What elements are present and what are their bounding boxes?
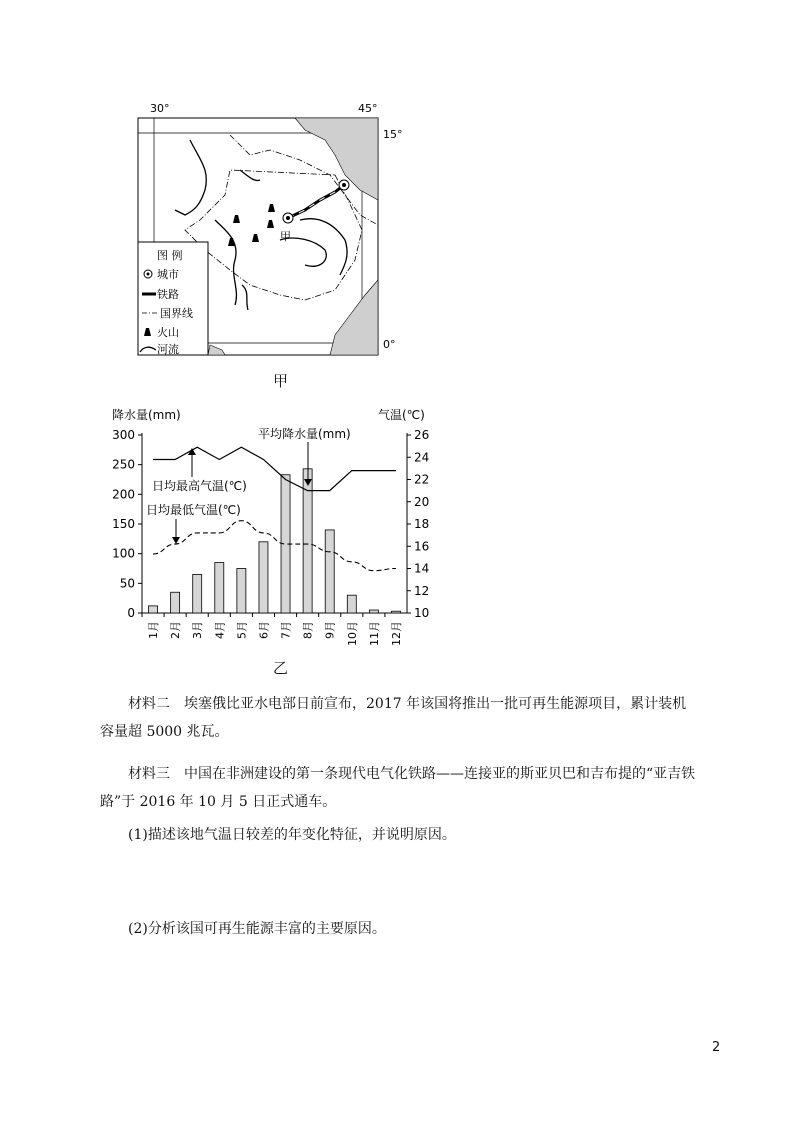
lon-label-45: 45° [358,102,378,115]
chart-caption: 乙 [273,659,289,677]
right-tick-label: 10 [414,606,430,620]
x-tick-label: 7月 [279,621,293,639]
city-icon-dot [286,216,290,220]
right-tick-label: 20 [414,494,430,509]
lat-label-15: 15° [383,128,403,141]
left-tick-label: 300 [112,428,135,442]
left-tick-label: 150 [112,517,135,531]
precip-bar [171,592,180,613]
x-tick-label: 8月 [301,621,315,639]
x-tick-label: 6月 [257,621,271,639]
sea-indian-ocean [330,280,378,355]
map-svg [130,100,403,360]
right-tick-label: 16 [414,539,430,554]
precip-bar [237,569,246,614]
page-number: 2 [712,1040,721,1055]
legend-label-volcano: 火山 [157,326,179,339]
left-tick-label: 200 [112,487,135,502]
river-1 [175,140,206,215]
river-4 [300,219,347,275]
right-tick-label: 14 [414,561,430,576]
volcano-icon [228,238,235,246]
map-figure [130,100,403,360]
x-tick-label: 2月 [169,621,183,639]
point-jia-label: 甲 [280,230,291,243]
annotation-tmin-arrowhead [172,537,180,544]
legend-label-railway: 铁路 [157,288,179,301]
river-2 [215,220,236,305]
annotation-tmax: 日均最高气温(℃) [152,479,247,493]
city-icon-dot [342,183,346,187]
x-tick-label: 3月 [191,621,205,639]
chart-ylabel-left: 降水量(mm) [112,408,181,422]
chart-axes [112,428,429,646]
chart-ylabel-right: 气温(℃) [378,408,425,422]
map-caption: 甲 [273,372,289,390]
material-two-text: 材料二 埃塞俄比亚水电部日前宣布，2017 年该国将推出一批可再生能源项目，累计装机容量超 5000 兆瓦。 [100,696,687,740]
volcano-icon [252,234,259,242]
x-tick-label: 11月 [367,621,381,646]
legend-city-icon-dot [147,273,150,276]
x-tick-label: 12月 [389,621,403,646]
lake [208,345,225,355]
precip-bar [325,530,334,613]
precip-bar [369,610,378,613]
x-tick-label: 1月 [147,621,161,639]
right-tick-label: 22 [414,472,430,487]
tmin-line [153,521,396,571]
legend-label-river: 河流 [157,343,179,356]
precip-bar [259,542,268,613]
material-three-paragraph [100,760,700,816]
x-tick-label: 5月 [235,621,249,639]
railway-line [288,185,344,218]
volcano-icon [233,215,240,223]
right-tick-label: 24 [414,450,430,465]
precip-bar [347,595,356,613]
chart-annotations [146,426,351,544]
annotation-precip: 平均降水量(mm) [258,427,351,441]
left-tick-label: 50 [119,576,135,591]
precip-bar [193,574,202,613]
volcano-icon [267,220,274,228]
precip-bar [149,606,158,613]
x-tick-label: 10月 [345,621,359,646]
x-tick-label: 9月 [323,621,337,639]
left-tick-label: 250 [112,457,135,472]
volcano-icon [268,204,275,212]
question-two: (2)分析该国可再生能源丰富的主要原因。 [128,921,386,937]
legend-title: 图 例 [157,249,183,262]
precip-bar [391,611,400,613]
question-one: (1)描述该地气温日较差的年变化特征，并说明原因。 [128,827,456,843]
legend-label-city: 城市 [157,268,179,281]
lon-label-30: 30° [150,102,170,115]
right-tick-label: 26 [414,428,430,442]
right-tick-label: 12 [414,583,430,598]
climate-chart [100,405,450,675]
annotation-tmin: 日均最低气温(℃) [146,503,241,517]
sea-red-sea [295,118,378,200]
left-tick-label: 100 [112,546,135,561]
right-tick-label: 18 [414,517,430,531]
legend-label-border: 国界线 [160,307,193,320]
x-tick-label: 4月 [213,621,227,639]
chart-svg [100,405,450,675]
precip-bar [215,563,224,613]
material-two-paragraph [100,690,700,746]
river-6 [242,285,248,310]
lat-label-0: 0° [383,338,396,351]
material-three-text: 材料三 中国在非洲建设的第一条现代电气化铁路——连接亚的斯亚贝巴和吉布提的“亚吉铁路”于 2016 年 10 月 5 日正式通车。 [100,766,696,810]
left-tick-label: 0 [127,606,135,620]
